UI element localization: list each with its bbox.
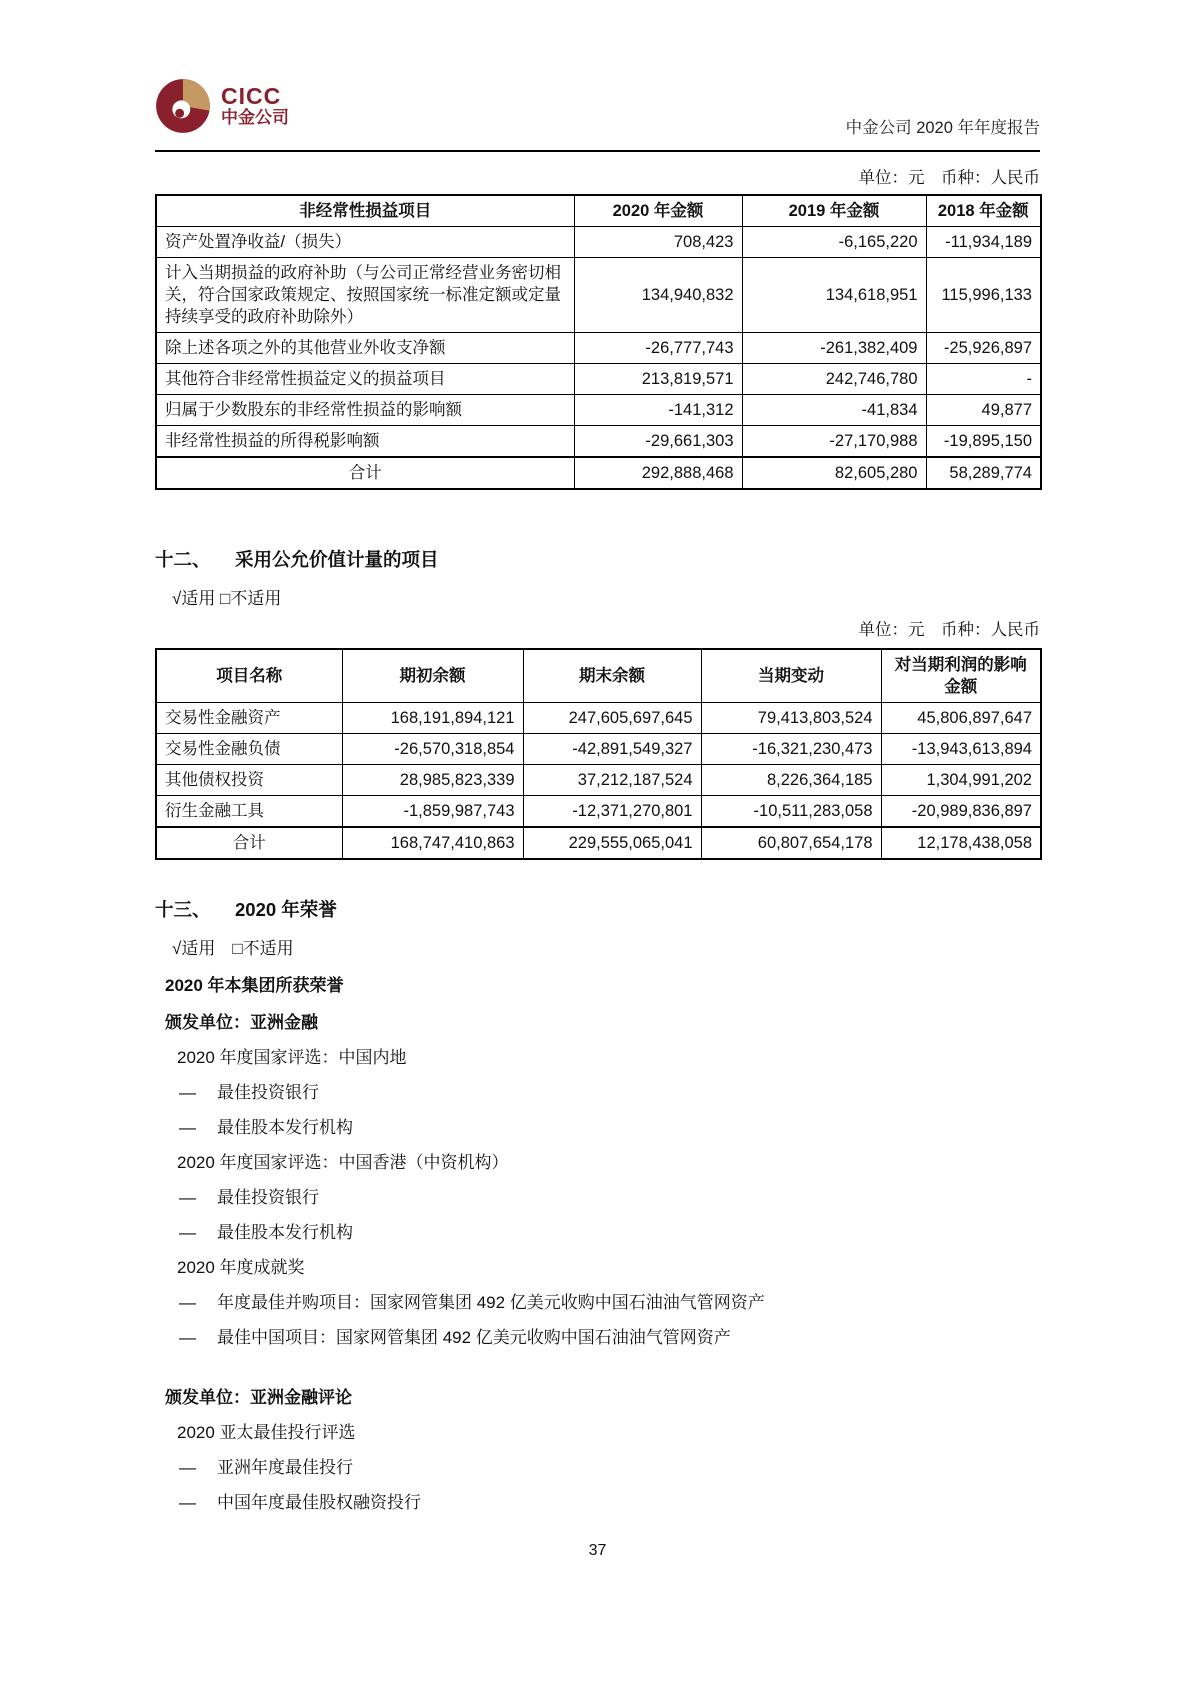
honor-item (179, 1075, 1040, 1110)
row-label: 交易性金融负债 (156, 734, 342, 765)
cell-value: -16,321,230,473 (701, 734, 881, 765)
row-label: 其他符合非经常性损益定义的损益项目 (156, 364, 574, 395)
cell-value: 82,605,280 (742, 457, 926, 489)
table-row (156, 333, 1041, 364)
table-row (156, 796, 1041, 828)
cell-value: 168,747,410,863 (342, 827, 523, 859)
cell-value: -10,511,283,058 (701, 796, 881, 828)
cicc-logo-icon (155, 78, 211, 134)
honor-item-text: 最佳投资银行 (217, 1083, 319, 1102)
honor-item-text: 最佳股本发行机构 (217, 1118, 353, 1137)
row-label: 非经常性损益的所得税影响额 (156, 426, 574, 458)
page-header (155, 78, 1040, 138)
honor-item (179, 1450, 1040, 1485)
table-total-row (156, 457, 1041, 489)
row-label: 衍生金融工具 (156, 796, 342, 828)
dash-glyph: — (179, 1083, 196, 1102)
cell-value: -42,891,549,327 (523, 734, 701, 765)
dash-glyph: — (179, 1328, 196, 1347)
cell-value: -6,165,220 (742, 227, 926, 258)
section-number: 十三、 (155, 899, 211, 920)
dash-glyph: — (179, 1188, 196, 1207)
honor-item (179, 1485, 1040, 1520)
cell-value: 12,178,438,058 (881, 827, 1041, 859)
table-row (156, 227, 1041, 258)
dash-glyph: — (179, 1293, 196, 1312)
honor-item (179, 1180, 1040, 1215)
honor-item (179, 1110, 1040, 1145)
honor-item (179, 1285, 1040, 1320)
cell-value: 134,940,832 (574, 258, 742, 333)
table-row (156, 395, 1041, 426)
row-label: 除上述各项之外的其他营业外收支净额 (156, 333, 574, 364)
cell-value: -12,371,270,801 (523, 796, 701, 828)
cell-value: -19,895,150 (926, 426, 1041, 458)
table-header-row (156, 649, 1041, 703)
non-recurring-items-table (155, 194, 1042, 490)
cell-value: 79,413,803,524 (701, 703, 881, 734)
cell-value: -41,834 (742, 395, 926, 426)
cell-value: -26,570,318,854 (342, 734, 523, 765)
section-number: 十二、 (155, 549, 211, 570)
cell-value: -27,170,988 (742, 426, 926, 458)
cell-value: -261,382,409 (742, 333, 926, 364)
honor-item-text: 年度最佳并购项目：国家网管集团 492 亿美元收购中国石油油气管网资产 (217, 1293, 765, 1312)
dash-glyph: — (179, 1458, 196, 1477)
column-header: 非经常性损益项目 (156, 195, 574, 227)
cell-value: -13,943,613,894 (881, 734, 1041, 765)
honor-item-text: 最佳中国项目：国家网管集团 492 亿美元收购中国石油油气管网资产 (217, 1328, 731, 1347)
cell-value: 58,289,774 (926, 457, 1041, 489)
column-header: 项目名称 (156, 649, 342, 703)
honor-item-text: 最佳投资银行 (217, 1188, 319, 1207)
honor-item-text: 中国年度最佳股权融资投行 (217, 1493, 421, 1512)
honor-subhead: 2020 年度国家评选：中国香港（中资机构） (177, 1153, 509, 1172)
column-header: 对当期利润的影响金额 (881, 649, 1041, 703)
honor-item-text: 亚洲年度最佳投行 (217, 1458, 353, 1477)
unit-note-1: 单位：元 币种：人民币 (858, 169, 1040, 187)
honor-item-text: 最佳股本发行机构 (217, 1223, 353, 1242)
honor-subhead: 2020 年度国家评选：中国内地 (177, 1048, 407, 1067)
table-row (156, 426, 1041, 458)
cell-value: 168,191,894,121 (342, 703, 523, 734)
row-label: 归属于少数股东的非经常性损益的影响额 (156, 395, 574, 426)
cell-value: 115,996,133 (926, 258, 1041, 333)
cell-value: 247,605,697,645 (523, 703, 701, 734)
total-label: 合计 (156, 827, 342, 859)
column-header: 2018 年金额 (926, 195, 1041, 227)
row-label: 计入当期损益的政府补助（与公司正常经营业务密切相关，符合国家政策规定、按照国家统一标准定额或定量持续享受的政府补助除外） (156, 258, 574, 333)
total-label: 合计 (156, 457, 574, 489)
dash-glyph: — (179, 1118, 196, 1137)
cell-value: 37,212,187,524 (523, 765, 701, 796)
cell-value: 60,807,654,178 (701, 827, 881, 859)
cell-value: 242,746,780 (742, 364, 926, 395)
logo-text-zh: 中金公司 (221, 108, 289, 127)
section-title: 2020 年荣誉 (235, 899, 337, 920)
cell-value: 134,618,951 (742, 258, 926, 333)
table-total-row (156, 827, 1041, 859)
section-title: 采用公允价值计量的项目 (235, 549, 439, 570)
table-row (156, 364, 1041, 395)
table-row (156, 258, 1041, 333)
cell-value: -141,312 (574, 395, 742, 426)
cell-value: 1,304,991,202 (881, 765, 1041, 796)
honor-item (179, 1215, 1040, 1250)
honor-subhead: 2020 亚太最佳投行评选 (177, 1423, 356, 1442)
page-number: 37 (588, 1542, 607, 1559)
row-label: 交易性金融资产 (156, 703, 342, 734)
fair-value-items-table (155, 648, 1042, 860)
applicability-note-13: √适用 □不适用 (172, 939, 294, 958)
cell-value: 213,819,571 (574, 364, 742, 395)
cell-value: 45,806,897,647 (881, 703, 1041, 734)
cell-value: 8,226,364,185 (701, 765, 881, 796)
row-label: 其他债权投资 (156, 765, 342, 796)
column-header: 2020 年金额 (574, 195, 742, 227)
cell-value: 49,877 (926, 395, 1041, 426)
cell-value: - (926, 364, 1041, 395)
cell-value: -11,934,189 (926, 227, 1041, 258)
cell-value: -29,661,303 (574, 426, 742, 458)
applicability-note-12: √适用 □不适用 (172, 589, 282, 608)
cell-value: 292,888,468 (574, 457, 742, 489)
dash-glyph: — (179, 1223, 196, 1242)
report-title: 中金公司 2020 年年度报告 (845, 119, 1040, 137)
honor-issuer-1: 颁发单位：亚洲金融 (165, 1013, 318, 1032)
cell-value: -1,859,987,743 (342, 796, 523, 828)
cell-value: -26,777,743 (574, 333, 742, 364)
logo-text-en: CICC (221, 83, 282, 109)
table-header-row (156, 195, 1041, 227)
honors-subtitle: 2020 年本集团所获荣誉 (165, 976, 344, 995)
honor-subhead: 2020 年度成就奖 (177, 1258, 305, 1277)
cell-value: 708,423 (574, 227, 742, 258)
honor-item (179, 1320, 1040, 1355)
table-row (156, 734, 1041, 765)
cell-value: 229,555,065,041 (523, 827, 701, 859)
table-row (156, 703, 1041, 734)
column-header: 期初余额 (342, 649, 523, 703)
unit-note-2: 单位：元 币种：人民币 (858, 621, 1040, 639)
cell-value: -20,989,836,897 (881, 796, 1041, 828)
column-header: 2019 年金额 (742, 195, 926, 227)
cell-value: -25,926,897 (926, 333, 1041, 364)
row-label: 资产处置净收益/（损失） (156, 227, 574, 258)
column-header: 期末余额 (523, 649, 701, 703)
table-row (156, 765, 1041, 796)
dash-glyph: — (179, 1493, 196, 1512)
section-13-heading (155, 896, 1040, 922)
column-header: 当期变动 (701, 649, 881, 703)
honor-issuer-2: 颁发单位：亚洲金融评论 (165, 1388, 352, 1407)
cell-value: 28,985,823,339 (342, 765, 523, 796)
header-divider (155, 150, 1040, 152)
section-12-heading (155, 546, 1040, 572)
